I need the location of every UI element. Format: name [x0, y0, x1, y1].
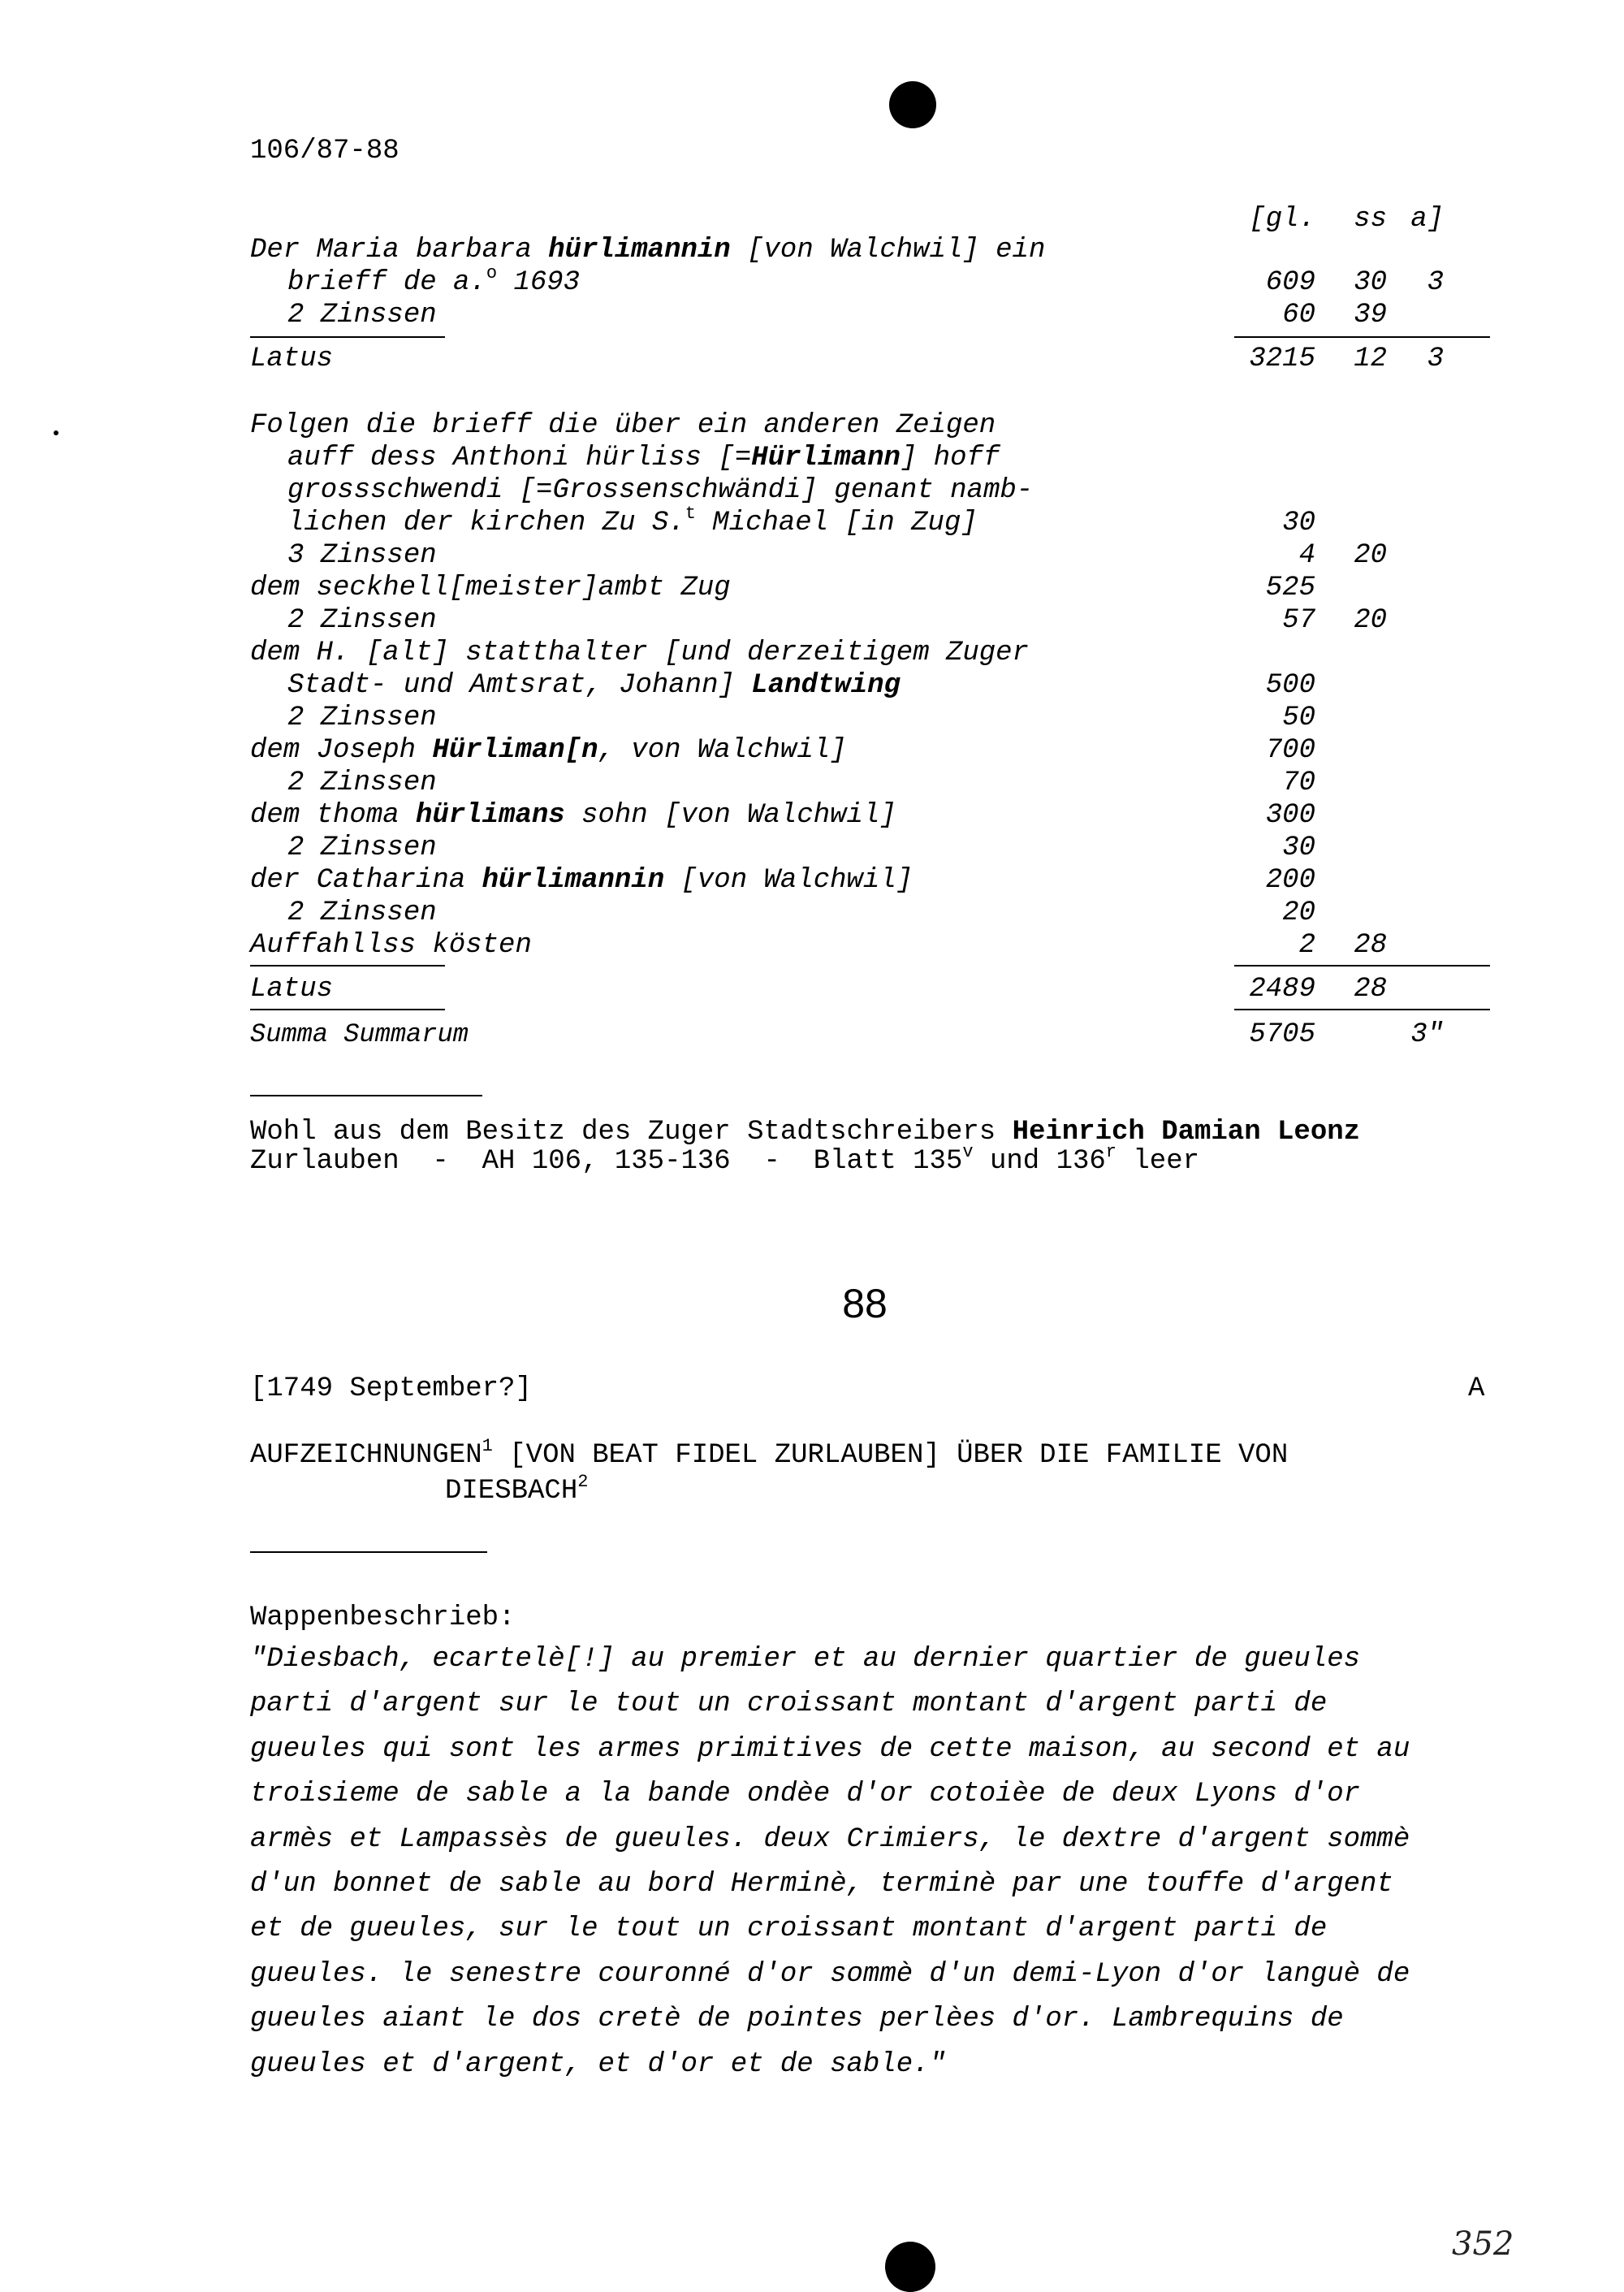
ledger-zins-line: 2 Zinssen	[287, 300, 437, 331]
divider-line	[1234, 336, 1490, 338]
speck-left	[54, 430, 58, 435]
value-gulden: 200	[1265, 865, 1315, 896]
quote-line: d'un bonnet de sable au bord Herminè, terminè par une touffe d'argent	[250, 1869, 1393, 1901]
value-gulden: 20	[1282, 897, 1315, 928]
value-gulden: 30	[1282, 832, 1315, 863]
quote-line: armès et Lampassès de gueules. deux Crimiers, le dextre d'argent sommè	[250, 1823, 1410, 1855]
value-gulden: 70	[1282, 768, 1315, 798]
value-schilling: 30	[1354, 267, 1387, 298]
quote-line: gueules aiant le dos cretè de pointes perlèes d'or. Lambrequins de	[250, 2004, 1344, 2035]
value-gulden: 50	[1282, 703, 1315, 733]
section-intro-line: Folgen die brieff die über ein anderen Zeigen	[250, 410, 996, 441]
latus-gulden: 3215	[1249, 344, 1315, 374]
ledger-row: 3 Zinssen	[287, 540, 437, 571]
ledger-row: der Catharina hürlimannin [von Walchwil]	[250, 865, 914, 896]
summa-gulden: 5705	[1249, 1019, 1315, 1050]
summa-angster: 3"	[1410, 1019, 1444, 1050]
punch-hole-top	[889, 81, 936, 128]
latus-angster: 3	[1427, 344, 1444, 374]
value-schilling: 20	[1354, 605, 1387, 636]
quote-line: gueules. le senestre couronné d'or sommè d'un demi-Lyon d'or languè de	[250, 1958, 1410, 1990]
document-date: [1749 September?]	[250, 1373, 532, 1404]
latus-schilling: 28	[1354, 974, 1387, 1005]
ledger-row: Auffahllss kösten	[250, 930, 532, 961]
wappen-label: Wappenbeschrieb:	[250, 1602, 516, 1633]
value-gulden: 60	[1282, 300, 1315, 331]
footnote-separator	[250, 1095, 482, 1096]
value-gulden: 500	[1265, 670, 1315, 701]
value-gulden: 57	[1282, 605, 1315, 636]
section-intro-line: auff dess Anthoni hürliss [=Hürlimann] hoff	[287, 443, 1000, 474]
value-gulden: 30	[1282, 508, 1315, 538]
reference-number: 106/87-88	[250, 136, 400, 166]
divider-line	[1234, 965, 1490, 967]
document-number: 88	[842, 1281, 888, 1326]
ledger-row: dem thoma hürlimans sohn [von Walchwil]	[250, 800, 896, 831]
divider-line	[250, 336, 445, 338]
ledger-row: 2 Zinssen	[287, 832, 437, 863]
summa-label: Summa Summarum	[250, 1019, 469, 1049]
section-intro-line: grossschwendi [=Grossenschwändi] genant namb-	[287, 475, 1034, 506]
handwritten-page-number: 352	[1452, 2225, 1514, 2263]
provenance-note: Wohl aus dem Besitz des Zuger Stadtschreibers Heinrich Damian Leonz	[250, 1117, 1361, 1148]
value-gulden: 4	[1298, 540, 1315, 571]
ledger-row: dem seckhell[meister]ambt Zug	[250, 573, 731, 603]
ledger-entry-maria-barbara: Der Maria barbara hürlimannin [von Walchwil] ein	[250, 235, 1046, 266]
latus-schilling: 12	[1354, 344, 1387, 374]
column-header-schilling: ss	[1354, 204, 1387, 235]
value-angster: 3	[1427, 267, 1444, 298]
latus-label: Latus	[250, 974, 334, 1005]
document-title: DIESBACH$^2$	[445, 1472, 589, 1507]
ledger-row: Stadt- und Amtsrat, Johann] Landtwing	[287, 670, 901, 701]
value-schilling: 28	[1354, 930, 1387, 961]
wappen-description	[250, 1637, 1517, 2087]
divider-line	[250, 1009, 445, 1010]
quote-line: gueules et d'argent, et d'or et de sable."	[250, 2048, 946, 2080]
value-schilling: 39	[1354, 300, 1387, 331]
ledger-row: dem Joseph Hürliman[n, von Walchwil]	[250, 735, 847, 766]
latus-gulden: 2489	[1249, 974, 1315, 1005]
quote-line: et de gueules, sur le tout un croissant montant d'argent parti de	[250, 1914, 1328, 1945]
divider-line	[250, 965, 445, 967]
column-header-angster: a]	[1410, 204, 1444, 235]
value-gulden: 300	[1265, 800, 1315, 831]
column-header-gulden: [gl.	[1249, 204, 1315, 235]
ledger-row: 2 Zinssen	[287, 703, 437, 733]
value-gulden: 525	[1265, 573, 1315, 603]
quote-line: gueules qui sont les armes primitives de cette maison, au second et au	[250, 1733, 1410, 1765]
value-gulden: 700	[1265, 735, 1315, 766]
quote-line: "Diesbach, ecartelè[!] au premier et au dernier quartier de gueules	[250, 1644, 1361, 1675]
provenance-note: Zurlauben - AH 106, 135-136 - Blatt 135$^v$ und 136$^r$ leer	[250, 1142, 1200, 1177]
punch-hole-bottom	[885, 2242, 935, 2292]
value-gulden: 2	[1298, 930, 1315, 961]
value-gulden: 609	[1265, 267, 1315, 298]
ledger-row: 2 Zinssen	[287, 768, 437, 798]
ledger-row: 2 Zinssen	[287, 605, 437, 636]
quote-line: parti d'argent sur le tout un croissant montant d'argent parti de	[250, 1689, 1328, 1720]
section-intro-line: lichen der kirchen Zu S.$^t$ Michael [in Zug]	[287, 504, 978, 538]
ledger-row: 2 Zinssen	[287, 897, 437, 928]
ledger-entry-brief-line: brieff de a.$^o$ 1693	[287, 263, 581, 298]
value-schilling: 20	[1354, 540, 1387, 571]
document-letter: A	[1468, 1373, 1485, 1404]
latus-label: Latus	[250, 344, 334, 374]
title-separator	[250, 1551, 487, 1553]
quote-line: troisieme de sable a la bande ondèe d'or cotoièe de deux Lyons d'or	[250, 1779, 1361, 1810]
divider-line	[1234, 1009, 1490, 1010]
document-title: AUFZEICHNUNGEN$^1$ [VON BEAT FIDEL ZURLAUBEN] ÜBER DIE FAMILIE VON	[250, 1436, 1289, 1471]
ledger-row: dem H. [alt] statthalter [und derzeitigem Zuger	[250, 638, 1029, 668]
